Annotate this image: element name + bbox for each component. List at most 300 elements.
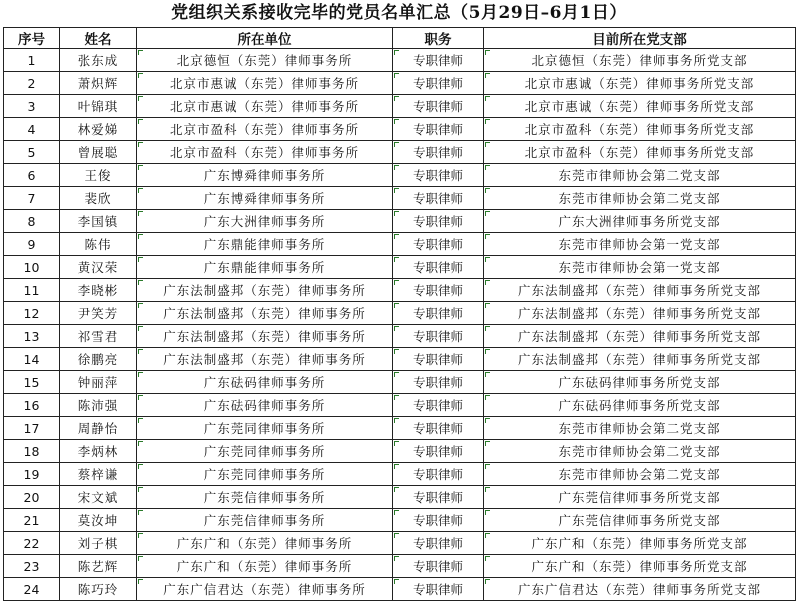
cell-marker-icon [485, 142, 490, 147]
cell-branch [484, 325, 796, 348]
cell-marker-icon [394, 372, 399, 377]
cell-marker-icon [394, 303, 399, 308]
cell-position [393, 95, 484, 118]
cell-seq [4, 141, 60, 164]
cell-seq [4, 532, 60, 555]
cell-unit-text: 广东法制盛邦（东莞）律师事务所 [163, 352, 366, 367]
cell-position-text: 专职律师 [412, 559, 463, 574]
cell-branch [484, 394, 796, 417]
cell-branch [484, 187, 796, 210]
table-row [4, 141, 796, 164]
cell-name-text: 钟丽萍 [77, 375, 119, 390]
cell-marker-icon [485, 119, 490, 124]
cell-seq-text: 1 [27, 52, 36, 68]
cell-position-text: 专职律师 [412, 306, 463, 321]
cell-unit-text: 广东莞同律师事务所 [203, 421, 326, 436]
cell-marker-icon [394, 464, 399, 469]
cell-seq [4, 509, 60, 532]
cell-name [60, 578, 137, 601]
cell-position [393, 486, 484, 509]
cell-unit [137, 210, 393, 233]
cell-position [393, 49, 484, 72]
cell-seq-text: 24 [23, 581, 40, 597]
cell-unit [137, 486, 393, 509]
table-row [4, 256, 796, 279]
cell-unit-text: 北京市惠诚（东莞）律师事务所 [169, 76, 359, 91]
cell-unit-text: 广东砝码律师事务所 [203, 375, 326, 390]
cell-marker-icon [485, 510, 490, 515]
cell-position [393, 118, 484, 141]
cell-position [393, 578, 484, 601]
cell-position [393, 164, 484, 187]
table-row [4, 210, 796, 233]
cell-branch [484, 49, 796, 72]
cell-seq-text: 21 [23, 512, 40, 528]
cell-position [393, 348, 484, 371]
cell-seq-text: 7 [27, 190, 36, 206]
cell-name [60, 72, 137, 95]
cell-branch-text: 东莞市律师协会第二党支部 [558, 168, 721, 183]
cell-unit [137, 49, 393, 72]
cell-branch-text: 广东砝码律师事务所党支部 [558, 375, 721, 390]
table-row [4, 187, 796, 210]
cell-marker-icon [394, 50, 399, 55]
cell-position-text: 专职律师 [412, 214, 463, 229]
cell-seq-text: 2 [27, 75, 36, 91]
cell-unit [137, 279, 393, 302]
table-row [4, 532, 796, 555]
table-row [4, 164, 796, 187]
cell-marker-icon [138, 96, 143, 101]
cell-marker-icon [138, 441, 143, 446]
cell-marker-icon [394, 533, 399, 538]
cell-unit [137, 164, 393, 187]
cell-position-text: 专职律师 [412, 375, 463, 390]
cell-seq [4, 302, 60, 325]
cell-marker-icon [485, 280, 490, 285]
cell-branch-text: 广东莞信律师事务所党支部 [558, 513, 721, 528]
cell-branch [484, 348, 796, 371]
cell-position [393, 302, 484, 325]
table-row [4, 463, 796, 486]
table-row [4, 555, 796, 578]
cell-seq [4, 325, 60, 348]
cell-marker-icon [485, 50, 490, 55]
cell-marker-icon [138, 326, 143, 331]
cell-marker-icon [394, 165, 399, 170]
cell-branch [484, 233, 796, 256]
cell-marker-icon [485, 533, 490, 538]
cell-name [60, 95, 137, 118]
cell-unit-text: 广东法制盛邦（东莞）律师事务所 [163, 283, 366, 298]
cell-unit-text: 广东莞同律师事务所 [203, 444, 326, 459]
cell-position-text: 专职律师 [412, 329, 463, 344]
cell-seq-text: 20 [23, 489, 40, 505]
table-row [4, 325, 796, 348]
header-name: 姓名 [60, 28, 137, 49]
cell-seq [4, 164, 60, 187]
table-row [4, 95, 796, 118]
cell-unit [137, 578, 393, 601]
cell-marker-icon [394, 257, 399, 262]
cell-marker-icon [394, 349, 399, 354]
cell-name [60, 325, 137, 348]
cell-marker-icon [485, 165, 490, 170]
cell-unit-text: 广东广和（东莞）律师事务所 [176, 536, 353, 551]
cell-marker-icon [485, 303, 490, 308]
cell-seq-text: 4 [27, 121, 36, 137]
cell-seq [4, 256, 60, 279]
cell-seq [4, 49, 60, 72]
cell-seq [4, 279, 60, 302]
cell-marker-icon [485, 188, 490, 193]
cell-branch-text: 北京德恒（东莞）律师事务所党支部 [531, 53, 748, 68]
cell-marker-icon [485, 257, 490, 262]
cell-name-text: 裴欣 [84, 191, 112, 206]
cell-marker-icon [138, 234, 143, 239]
cell-position [393, 555, 484, 578]
cell-marker-icon [485, 579, 490, 584]
table-row [4, 578, 796, 601]
cell-seq-text: 11 [23, 282, 40, 298]
cell-marker-icon [394, 142, 399, 147]
cell-unit [137, 141, 393, 164]
cell-branch-text: 广东砝码律师事务所党支部 [558, 398, 721, 413]
cell-position-text: 专职律师 [412, 352, 463, 367]
cell-unit-text: 广东广信君达（东莞）律师事务所 [163, 582, 366, 597]
cell-branch [484, 532, 796, 555]
cell-marker-icon [485, 211, 490, 216]
cell-marker-icon [485, 418, 490, 423]
cell-marker-icon [485, 556, 490, 561]
cell-seq-text: 9 [27, 236, 36, 252]
cell-seq-text: 16 [23, 397, 40, 413]
cell-seq-text: 6 [27, 167, 36, 183]
cell-position [393, 417, 484, 440]
cell-unit-text: 广东法制盛邦（东莞）律师事务所 [163, 329, 366, 344]
cell-marker-icon [485, 96, 490, 101]
cell-position-text: 专职律师 [412, 168, 463, 183]
cell-unit-text: 广东鼎能律师事务所 [203, 260, 326, 275]
table-row [4, 394, 796, 417]
cell-marker-icon [138, 556, 143, 561]
cell-position-text: 专职律师 [412, 122, 463, 137]
cell-name [60, 233, 137, 256]
cell-marker-icon [138, 464, 143, 469]
cell-unit [137, 463, 393, 486]
cell-branch [484, 509, 796, 532]
cell-unit [137, 371, 393, 394]
cell-seq [4, 463, 60, 486]
cell-marker-icon [138, 280, 143, 285]
cell-marker-icon [485, 441, 490, 446]
cell-branch-text: 广东莞信律师事务所党支部 [558, 490, 721, 505]
cell-name [60, 486, 137, 509]
cell-branch [484, 164, 796, 187]
cell-seq [4, 417, 60, 440]
cell-name-text: 陈伟 [84, 237, 112, 252]
cell-marker-icon [394, 510, 399, 515]
cell-position-text: 专职律师 [412, 260, 463, 275]
cell-branch [484, 371, 796, 394]
cell-unit [137, 187, 393, 210]
cell-position-text: 专职律师 [412, 467, 463, 482]
cell-marker-icon [485, 395, 490, 400]
cell-name [60, 256, 137, 279]
cell-name-text: 叶锦琪 [77, 99, 119, 114]
cell-unit-text: 广东莞信律师事务所 [203, 490, 326, 505]
cell-marker-icon [394, 96, 399, 101]
cell-marker-icon [138, 510, 143, 515]
cell-name-text: 李晓彬 [77, 283, 119, 298]
table-row [4, 486, 796, 509]
cell-position [393, 371, 484, 394]
cell-name [60, 302, 137, 325]
cell-unit [137, 302, 393, 325]
cell-position [393, 256, 484, 279]
cell-marker-icon [394, 441, 399, 446]
cell-position [393, 394, 484, 417]
cell-name-text: 莫汝坤 [77, 513, 119, 528]
cell-name-text: 尹笑芳 [77, 306, 119, 321]
table-row [4, 509, 796, 532]
cell-seq-text: 10 [23, 259, 40, 275]
cell-position-text: 专职律师 [412, 536, 463, 551]
table-row [4, 440, 796, 463]
cell-branch-text: 东莞市律师协会第二党支部 [558, 421, 721, 436]
cell-unit [137, 394, 393, 417]
cell-marker-icon [138, 188, 143, 193]
cell-seq [4, 95, 60, 118]
cell-marker-icon [485, 372, 490, 377]
cell-position-text: 专职律师 [412, 490, 463, 505]
cell-marker-icon [485, 234, 490, 239]
cell-position-text: 专职律师 [412, 398, 463, 413]
header-branch: 目前所在党支部 [484, 28, 796, 49]
cell-branch-text: 东莞市律师协会第一党支部 [558, 260, 721, 275]
header-position: 职务 [393, 28, 484, 49]
cell-position-text: 专职律师 [412, 53, 463, 68]
table-row [4, 348, 796, 371]
cell-position [393, 509, 484, 532]
header-seq: 序号 [4, 28, 60, 49]
cell-branch-text: 广东广信君达（东莞）律师事务所党支部 [517, 582, 761, 597]
cell-seq [4, 371, 60, 394]
cell-branch [484, 555, 796, 578]
cell-unit-text: 广东法制盛邦（东莞）律师事务所 [163, 306, 366, 321]
cell-unit-text: 北京市盈科（东莞）律师事务所 [169, 122, 359, 137]
cell-position-text: 专职律师 [412, 145, 463, 160]
cell-seq [4, 233, 60, 256]
cell-marker-icon [485, 349, 490, 354]
cell-branch-text: 东莞市律师协会第一党支部 [558, 237, 721, 252]
cell-branch [484, 210, 796, 233]
cell-branch [484, 417, 796, 440]
cell-unit [137, 72, 393, 95]
cell-marker-icon [138, 303, 143, 308]
cell-name [60, 555, 137, 578]
cell-position-text: 专职律师 [412, 513, 463, 528]
cell-branch-text: 东莞市律师协会第二党支部 [558, 191, 721, 206]
cell-marker-icon [138, 73, 143, 78]
cell-marker-icon [138, 372, 143, 377]
cell-marker-icon [394, 211, 399, 216]
cell-unit [137, 325, 393, 348]
cell-position [393, 325, 484, 348]
cell-name-text: 蔡梓谦 [77, 467, 119, 482]
cell-name [60, 118, 137, 141]
cell-position [393, 141, 484, 164]
cell-branch-text: 东莞市律师协会第二党支部 [558, 467, 721, 482]
cell-marker-icon [394, 395, 399, 400]
cell-marker-icon [138, 487, 143, 492]
cell-marker-icon [138, 257, 143, 262]
cell-marker-icon [394, 418, 399, 423]
cell-name [60, 417, 137, 440]
cell-name-text: 周静怡 [77, 421, 119, 436]
cell-seq [4, 348, 60, 371]
cell-marker-icon [485, 326, 490, 331]
cell-position-text: 专职律师 [412, 582, 463, 597]
cell-unit-text: 广东莞同律师事务所 [203, 467, 326, 482]
cell-branch-text: 北京市盈科（东莞）律师事务所党支部 [524, 145, 755, 160]
cell-unit-text: 广东博舜律师事务所 [203, 168, 326, 183]
cell-seq-text: 18 [23, 443, 40, 459]
table-row [4, 72, 796, 95]
cell-branch [484, 141, 796, 164]
table-row [4, 302, 796, 325]
page-title: 党组织关系接收完毕的党员名单汇总（5月29日–6月1日） [171, 3, 627, 23]
header-unit: 所在单位 [137, 28, 393, 49]
cell-seq-text: 22 [23, 535, 40, 551]
cell-seq [4, 187, 60, 210]
cell-name-text: 张东成 [77, 53, 119, 68]
cell-marker-icon [485, 487, 490, 492]
cell-marker-icon [394, 73, 399, 78]
cell-position-text: 专职律师 [412, 99, 463, 114]
cell-branch-text: 广东广和（东莞）律师事务所党支部 [531, 559, 748, 574]
cell-marker-icon [138, 142, 143, 147]
cell-branch-text: 广东大洲律师事务所党支部 [558, 214, 721, 229]
cell-name [60, 348, 137, 371]
cell-unit-text: 北京市惠诚（东莞）律师事务所 [169, 99, 359, 114]
cell-unit [137, 417, 393, 440]
cell-name [60, 463, 137, 486]
cell-marker-icon [394, 234, 399, 239]
cell-marker-icon [394, 579, 399, 584]
cell-name-text: 萧炽辉 [77, 76, 119, 91]
cell-branch [484, 279, 796, 302]
cell-position-text: 专职律师 [412, 444, 463, 459]
cell-name-text: 黄汉荣 [77, 260, 119, 275]
cell-name [60, 164, 137, 187]
cell-unit [137, 118, 393, 141]
cell-unit-text: 广东莞信律师事务所 [203, 513, 326, 528]
cell-branch-text: 东莞市律师协会第二党支部 [558, 444, 721, 459]
cell-seq-text: 15 [23, 374, 40, 390]
cell-name [60, 49, 137, 72]
cell-marker-icon [394, 556, 399, 561]
cell-branch-text: 北京市惠诚（东莞）律师事务所党支部 [524, 76, 755, 91]
cell-seq [4, 578, 60, 601]
cell-name-text: 祁雪君 [77, 329, 119, 344]
cell-unit [137, 233, 393, 256]
cell-branch-text: 广东法制盛邦（东莞）律师事务所党支部 [517, 283, 761, 298]
table-row [4, 417, 796, 440]
header-row [4, 28, 796, 49]
cell-branch-text: 广东法制盛邦（东莞）律师事务所党支部 [517, 329, 761, 344]
cell-seq [4, 555, 60, 578]
cell-seq-text: 17 [23, 420, 40, 436]
cell-unit-text: 北京市盈科（东莞）律师事务所 [169, 145, 359, 160]
cell-branch [484, 302, 796, 325]
cell-unit-text: 广东广和（东莞）律师事务所 [176, 559, 353, 574]
cell-branch [484, 95, 796, 118]
cell-seq-text: 14 [23, 351, 40, 367]
cell-name [60, 187, 137, 210]
cell-marker-icon [138, 579, 143, 584]
cell-unit [137, 440, 393, 463]
cell-seq [4, 210, 60, 233]
cell-seq-text: 19 [23, 466, 40, 482]
cell-seq-text: 8 [27, 213, 36, 229]
cell-branch-text: 北京市惠诚（东莞）律师事务所党支部 [524, 99, 755, 114]
cell-name [60, 371, 137, 394]
member-table [3, 27, 796, 601]
cell-position [393, 463, 484, 486]
cell-position [393, 233, 484, 256]
cell-unit [137, 509, 393, 532]
cell-position-text: 专职律师 [412, 237, 463, 252]
cell-name [60, 279, 137, 302]
cell-seq-text: 13 [23, 328, 40, 344]
cell-marker-icon [138, 395, 143, 400]
cell-marker-icon [138, 165, 143, 170]
cell-unit-text: 广东大洲律师事务所 [203, 214, 326, 229]
cell-marker-icon [394, 326, 399, 331]
cell-branch [484, 440, 796, 463]
cell-name [60, 141, 137, 164]
cell-unit-text: 北京德恒（东莞）律师事务所 [176, 53, 353, 68]
cell-name [60, 210, 137, 233]
cell-unit [137, 555, 393, 578]
cell-name [60, 394, 137, 417]
cell-position [393, 532, 484, 555]
cell-name-text: 曾展聪 [77, 145, 119, 160]
cell-position-text: 专职律师 [412, 283, 463, 298]
cell-branch [484, 72, 796, 95]
cell-name-text: 宋文斌 [77, 490, 119, 505]
cell-position [393, 210, 484, 233]
cell-seq [4, 72, 60, 95]
cell-branch-text: 广东法制盛邦（东莞）律师事务所党支部 [517, 306, 761, 321]
cell-position [393, 279, 484, 302]
cell-name-text: 李国镇 [77, 214, 119, 229]
cell-position [393, 72, 484, 95]
cell-name-text: 陈艺辉 [77, 559, 119, 574]
table-body [4, 49, 796, 601]
cell-name-text: 陈沛强 [77, 398, 119, 413]
cell-position [393, 187, 484, 210]
cell-branch [484, 578, 796, 601]
cell-marker-icon [485, 464, 490, 469]
cell-name-text: 刘子棋 [77, 536, 119, 551]
cell-position [393, 440, 484, 463]
cell-unit [137, 348, 393, 371]
table-row [4, 118, 796, 141]
cell-position-text: 专职律师 [412, 421, 463, 436]
cell-unit [137, 256, 393, 279]
